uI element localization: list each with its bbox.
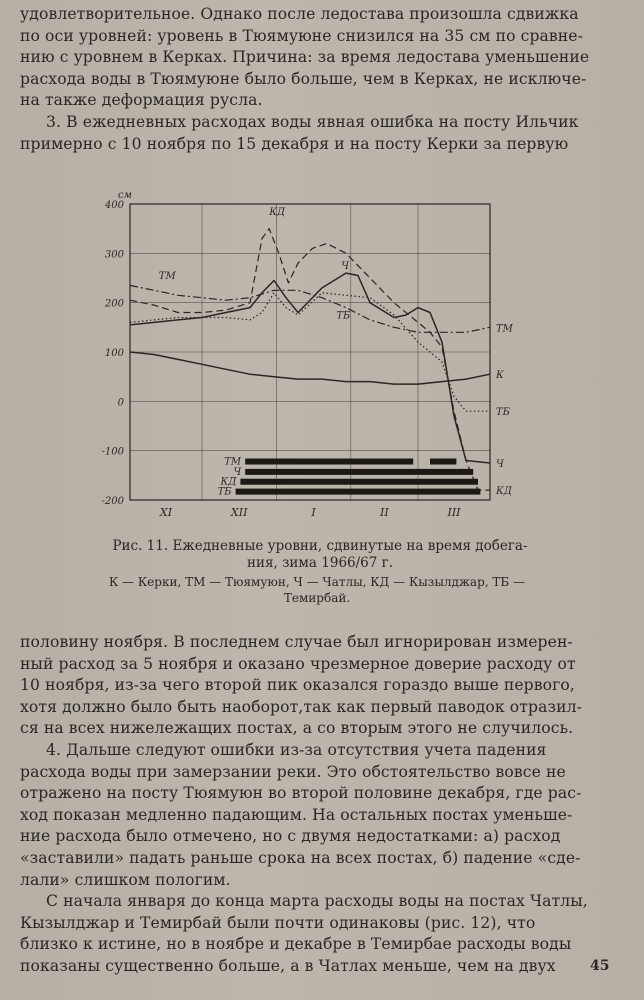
ice-bar-1: [245, 469, 473, 475]
text-line: 10 ноября, из-за чего второй пик оказался гораздо выше первого,: [20, 676, 575, 695]
series-end-label: Ч: [496, 459, 504, 470]
text-line: близко к истине, но в ноябре и декабре в Темирбае расходы воды: [20, 935, 572, 954]
series-end-label: ТМ: [496, 323, 513, 335]
y-tick-label: -100: [101, 446, 124, 458]
legend-line: К — Керки, ТМ — Тюямуюн, Ч — Чатлы, КД — Кызылджар, ТБ —: [108, 575, 526, 589]
series-inline-label: КД: [269, 206, 286, 218]
legend-line: Темирбай.: [283, 591, 351, 605]
figure-caption: [70, 538, 570, 572]
x-tick-label: III: [447, 506, 461, 519]
ice-bar-label: Ч: [233, 466, 242, 478]
figure-legend-caption: [82, 574, 552, 606]
x-tick-label: II: [380, 506, 389, 519]
text-line: по оси уровней: уровень в Тюямуюне снизился на 35 см по сравне-: [20, 26, 583, 45]
text-line: показаны существенно больше, а в Чатлах меньше, чем на двух: [20, 956, 556, 975]
ice-bar-2: [240, 479, 478, 485]
x-tick-label: XII: [230, 506, 248, 519]
ice-bar-label: ТБ: [217, 486, 232, 498]
text-line: нию с уровнем в Керках. Причина: за время ледостава уменьшение: [20, 48, 590, 67]
text-line: «заставили» падать раньше срока на всех постах, б) падение «сде-: [20, 848, 581, 867]
text-line: хотя должно было быть наоборот,так как первый паводок отразил-: [20, 697, 582, 716]
caption-line: ния, зима 1966/67 г.: [246, 555, 394, 571]
x-tick-label: I: [311, 506, 316, 519]
series-inline-label: ТМ: [158, 270, 176, 282]
series-end-label: ТБ: [496, 407, 511, 419]
y-tick-label: 300: [104, 249, 124, 261]
y-tick-label: 100: [104, 348, 124, 359]
ice-bar-3: [236, 489, 481, 495]
page-number: 45: [590, 958, 610, 974]
y-tick-label: 200: [104, 298, 124, 310]
text-line: ный расход за 5 ноября и оказано чрезмерное доверие расходу от: [20, 654, 576, 673]
y-axis-unit: см: [118, 190, 132, 201]
x-tick-label: XI: [159, 506, 173, 519]
y-tick-label: 400: [104, 200, 124, 211]
series-line-2: [130, 270, 490, 463]
caption-line: Рис. 11. Ежедневные уровни, сдвинутые на время добега-: [112, 538, 528, 554]
series-end-label: КД: [496, 486, 512, 498]
water-level-chart: [80, 182, 550, 522]
text-line: ние расхода было отмечено, но с двумя недостатками: а) расход: [20, 827, 561, 846]
text-line: примерно с 10 ноября по 15 декабря и на посту Керки за первую: [20, 134, 569, 153]
text-line: расхода воды в Тюямуюне было больше, чем в Керках, не исключе-: [20, 69, 587, 88]
text-line: Кызылджар и Темирбай были почти одинаковы (рис. 12), что: [20, 913, 536, 932]
bottom-paragraphs: [20, 632, 610, 978]
text-line: ход показан медленно падающим. На остальных постах уменьше-: [20, 805, 573, 824]
series-line-1: [130, 285, 490, 332]
series-inline-label: ТБ: [336, 310, 351, 322]
ice-bar-label: КД: [220, 476, 237, 488]
ice-bar-0: [430, 459, 456, 465]
text-line: ся на всех нижележащих постах, а со вторым этого не случилось.: [20, 719, 574, 738]
text-line: 3. В ежедневных расходах воды явная ошибка на посту Ильчик: [46, 112, 579, 131]
text-line: расхода воды при замерзании реки. Это обстоятельство вовсе не: [20, 762, 566, 781]
text-line: удовлетворительное. Однако после ледостава произошла сдвижка: [20, 5, 579, 23]
text-line: на также деформация русла.: [20, 91, 263, 110]
top-paragraphs: [20, 4, 598, 155]
y-tick-label: -200: [101, 496, 124, 507]
text-line: отражено на посту Тюямуюн во второй половине декабря, где рас-: [20, 784, 582, 803]
y-tick-label: 0: [117, 397, 124, 409]
text-line: половину ноября. В последнем случае был игнорирован измерен-: [20, 633, 573, 651]
ice-bar-label: ТМ: [224, 456, 242, 468]
ice-bar-0: [245, 459, 413, 465]
text-line: С начала января до конца марта расходы воды на постах Чатлы,: [46, 892, 588, 911]
text-line: 4. Дальше следуют ошибки из-за отсутствия учета падения: [46, 740, 547, 759]
text-line: лали» слишком пологим.: [20, 870, 231, 889]
series-end-label: К: [496, 370, 504, 382]
series-inline-label: Ч: [341, 261, 349, 273]
